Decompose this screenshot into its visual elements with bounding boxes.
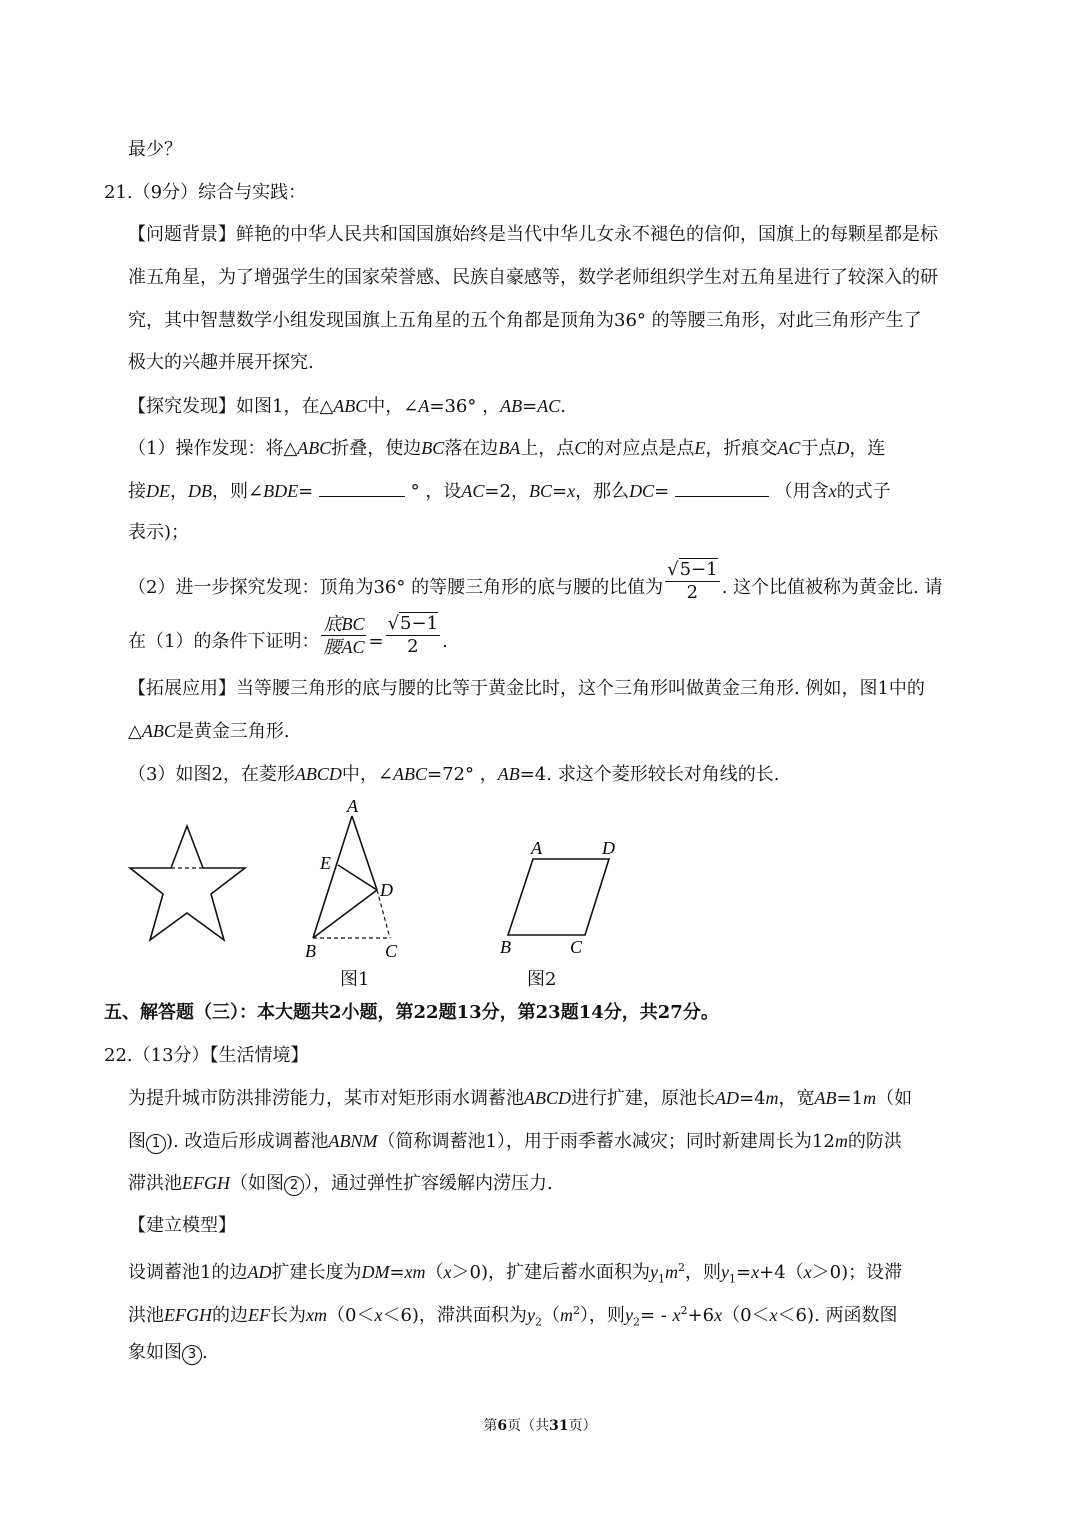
text-line: 为提升城市防洪排涝能力，某市对矩形雨水调蓄池ABCD进行扩建，原池长AD=4m，宽AB=1m（如	[128, 1088, 913, 1109]
text-line: 极大的兴趣并展开探究.	[128, 352, 314, 373]
text-line: 【拓展应用】当等腰三角形的底与腰的比等于黄金比时，这个三角形叫做黄金三角形. 例如，图1中的	[128, 678, 925, 699]
golden-ratio-fraction: $\frac{√5-1}{2}$	[667, 559, 718, 603]
question-21-header: 21.（9分）综合与实践：	[104, 182, 307, 203]
point-label-C: C	[570, 937, 583, 957]
section-heading: 五、解答题（三）：本大题共2小题，第22题13分，第23题14分，共27分。	[104, 1002, 719, 1023]
answer-blank[interactable]	[319, 478, 405, 497]
five-pointed-star-figure	[120, 818, 252, 948]
text-line: 在（1）的条件下证明： $\frac{\text{底BC}}{\text{腰AC}}$ = $\frac{√5-1}{2}$ .	[128, 613, 448, 657]
circled-number: 1	[146, 1134, 166, 1154]
circled-number: 2	[284, 1176, 304, 1196]
text-line: 【问题背景】鲜艳的中华人民共和国国旗始终是当代中华儿女永不褪色的信仰，国旗上的每颗星都是标	[128, 224, 938, 245]
circled-number: 3	[182, 1345, 202, 1365]
point-label-C: C	[385, 941, 398, 961]
base-leg-fraction: $\frac{\text{底BC}}{\text{腰AC}}$	[323, 613, 365, 657]
point-label-A: A	[347, 796, 358, 816]
text-line: 图 1 ). 改造后形成调蓄池ABNM（简称调蓄池1），用于雨季蓄水减灾；同时新建周长为12m的防洪	[128, 1131, 902, 1152]
point-label-B: B	[500, 937, 511, 957]
text-line: △ABC是黄金三角形.	[128, 721, 290, 742]
text-line: 设调蓄池1的边AD扩建长度为DM=xm（x＞0)，扩建后蓄水面积为$y_1m^2$，则$y_1=x+4(x>0)$；设滞	[128, 1261, 903, 1286]
text-line: （2）进一步探究发现：顶角为36° 的等腰三角形的底与腰的比值为 $\frac{√5-1}{2}$ . 这个比值被称为黄金比. 请	[128, 559, 943, 603]
text-line: 【探究发现】如图1，在△ABC中，∠A=36° ，AB=AC.	[128, 396, 566, 417]
figure-1-triangle	[295, 792, 415, 967]
point-label-E: E	[320, 853, 331, 873]
text-line: 表示)；	[128, 522, 190, 543]
text-line: 滞洪池EFGH（如图 2 ），通过弹性扩容缓解内涝压力.	[128, 1173, 553, 1194]
text-line: （1）操作发现：将△ABC折叠，使边BC落在边BA上，点C的对应点是点E，折痕交AC于点D，连	[128, 438, 886, 459]
text-line: 接DE，DB，则∠BDE= ° ，设AC=2，BC=x，那么DC= （用含x的式子	[128, 478, 891, 505]
figure-2-rhombus	[495, 835, 625, 965]
point-label-D: D	[602, 838, 615, 858]
page-footer: 第6页（共31页）	[483, 1418, 597, 1434]
text-line: 最少？	[128, 139, 182, 160]
text-line: （3）如图2，在菱形ABCD中，∠ABC=72° ，AB=4. 求这个菱形较长对角线的长.	[128, 764, 780, 785]
text-line: 洪池EFGH的边EF长为xm（0＜x＜6)，滞洪面积为$y_2(m^2)$，则$y_2= - x^2+6x(0<x<6)$. 两函数图	[128, 1304, 898, 1329]
point-label-D: D	[380, 880, 393, 900]
point-label-A: A	[531, 838, 542, 858]
question-22-header: 22.（13分）【生活情境】	[104, 1045, 309, 1066]
text-line: 准五角星，为了增强学生的国家荣誉感、民族自豪感等，数学老师组织学生对五角星进行了较深入的研	[128, 267, 938, 288]
answer-blank[interactable]	[675, 478, 769, 497]
text-line: 究，其中智慧数学小组发现国旗上五角星的五个角都是顶角为36° 的等腰三角形，对此三角形产生了	[128, 310, 922, 331]
text-line: 【建立模型】	[128, 1215, 236, 1236]
text-line: 象如图 3 .	[128, 1342, 208, 1363]
golden-ratio-fraction: $\frac{√5-1}{2}$	[387, 613, 439, 657]
point-label-B: B	[305, 941, 316, 961]
figure-1-caption: 图1	[340, 969, 370, 990]
figure-2-caption: 图2	[527, 969, 557, 990]
